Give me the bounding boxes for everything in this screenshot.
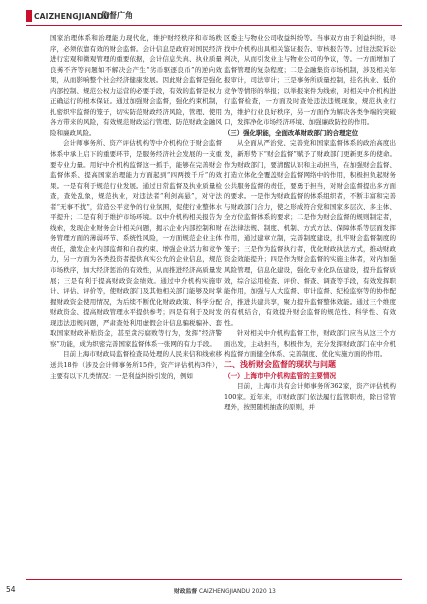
paragraph: 针对相关中介机构监督工作，财政部门应当从这三个方面出发，主动担当，积极作为，充分发挥财政部门在中介机构监督方面健全体系、完善制度、优化实施方面的作用。 — [224, 329, 396, 359]
right-column — [224, 33, 396, 553]
page-number: 54 — [6, 585, 16, 594]
subsection-heading: （一）上海市中介机构监管的主要情况 — [224, 371, 337, 380]
paragraph: 国家治理体系和治理能力现代化，维护财经秩序和市场秩序，必须依靠有效的财会监督。会计信息是政府对国民经济进行宏观和微观管理的重要依据，会计信息失真、执业质量良莠不齐等问题如不解决会产生“劣币驱逐良币”的逆向效果，从而影响整个社会经济健康发展。因此财会监督是强化内部控制、规范公权力运营的必要手段，有效的监督是权力正确运行的根本保证。通过加强财会监督，强化约束机制，扎密织牢监督的笼子，切实防范财政经济风险，管理、使用各方带来的风险，有效规范财政运行管理、防范财政金融风险和廉政风险。 — [50, 34, 222, 137]
footer-year: 2020 — [251, 589, 267, 595]
logo-text: CAIZHENGJIANDU — [34, 11, 110, 21]
paragraph: 区委主与物业公司收益纠纷等。当事双方由于利益纠纷，寻找中介机构出具相关鉴证报告、审核报告等。过往法院诉讼判决，从而引发业主与物业公司的争议，等。一方面增加了监督管理的复杂程度；二是金融集资市场机制，涉及相关年报审计，司法审计；三是事务所质量控制，挂名执业、低价竞争等情形的举报；以举报案件为线索，对相关中介机构进行监督检查，一方面及时查处违法违规现象，规范执业行为，维护行业良好秩序，另一方面作为解决各类争端的突破口，发挥净化市场经济环境、加强廉政防控的作用。 — [224, 34, 396, 127]
paragraph: 目前，上海市共有会计师事务所362家，资产评估机构100家。近年来，市财政部门依法履行监管职责，除日常管理外，按照随机抽查的原则，并 — [224, 382, 396, 412]
logo-mark-icon — [26, 10, 32, 22]
footer-issue: 13 — [268, 589, 276, 595]
footer-magazine-name: 财政监督 — [174, 589, 198, 595]
footer-english-name: CAIZHENGJIANDU — [199, 589, 251, 595]
header-divider — [26, 25, 402, 26]
section-title: 监督广角 — [101, 11, 133, 20]
section-heading: 二、浅析财会监督的现状与问题 — [224, 359, 336, 369]
footer-divider — [26, 579, 402, 580]
subheading: （三）强化职能，全面改革财政部门的合理定位 — [224, 128, 359, 137]
paragraph: 会计师事务所、资产评估机构等中介机构位于财会监督体系中承上启下的重要环节，是服务经济社会发展的一支重要专业力量。用好中介机构监督这一抓手，能够在完善财会监督体系、提高国家治理能力方面起到“四两拨千斤”的效果。一是有利于规范行业发展。通过日常监督及执业质量检查，查处乱象，规范执业，对违法者“利剑高悬”，对守法者“无事不扰”，营造公平竞争的行业氛围，促使行业整体水平提升；二是有利于维护市场环境。以中介机构相关报告为线索，发现企业财务会计相关问题，揭示企业内部控制和财务管理方面的薄弱环节、系统性风险，一方面规范企业主体责任，激发企业内部监督和自我约束、增强企业活力和竞争力，另一方面为各类投资者提供真实公允的企业信息，规范市场秩序，加大经济惩治的有效性，从而推进经济高质量发展；三是有利于提高财政资金绩效。通过中介机构实施审计、评估、评价等，使财政部门及其他相关部门能够及时掌握财政资金使用情况，为后续不断优化财政政策、科学分配财政资金、提高财政管理水平提供参考；四是有利于及时发现违法违规问题，严肃查处利用虚假会计信息骗税骗补、套取国家财政补贴资金，甚至贪污腐败等行为，发挥“经济警察”功能，成为织密完善国家监督体系一张网的有力手段。 — [50, 139, 222, 348]
paragraph: 从全面从严治党、完善党和国家监督体系的政治高度出发，新形势下“财会监督”赋予了财政部门更新更多的使命。作为财政部门，要清醒认识和主动担当，在加强财会监督、打造立体化全覆盖财会监督网络中的作用，积极担负起财务公共服务监督的责任，要勇于担当，对财会监督提出多方面的要求。一是作为财政监督的体系组织者，不断丰富和完善与财政部门合力，使之形成符合党和国家多层次、多主体、全方位监督体系的要求；二是作为财会监督的规则制定者，在法律法规、制度、机制、方式方法、保障体系等层面发挥作用，通过建章立制，完善制度建设，扎牢财会监督制度的笼子；三是作为监督执行者，优化财政执法方式，推动财政资金效能提升；四是作为财会监督的实施主体者，对内加强风险管理，信息化建设，强化专业化队伍建设，提升监督质效，综合运用检查、评价、督查、调查等手段，有效发挥职能作用，加强与人大监督、审计监督、纪检监察等的协作配合，推进共建共享，聚力提升监督整体效能。通过三个维度的有机结合，有效提升财会监督的规范性、科学性、有效性。 — [224, 139, 396, 327]
journal-logo — [26, 10, 110, 22]
paragraph: 目前上海市财政局监督检查局处理的人民来信和线索移送共18件（涉及会计师事务所15件，资产评估机构3件），主要有以下几类情况：一是利益纠纷引发的，例如 — [50, 350, 222, 380]
left-column — [50, 33, 222, 553]
footer-magazine-info — [174, 586, 276, 595]
